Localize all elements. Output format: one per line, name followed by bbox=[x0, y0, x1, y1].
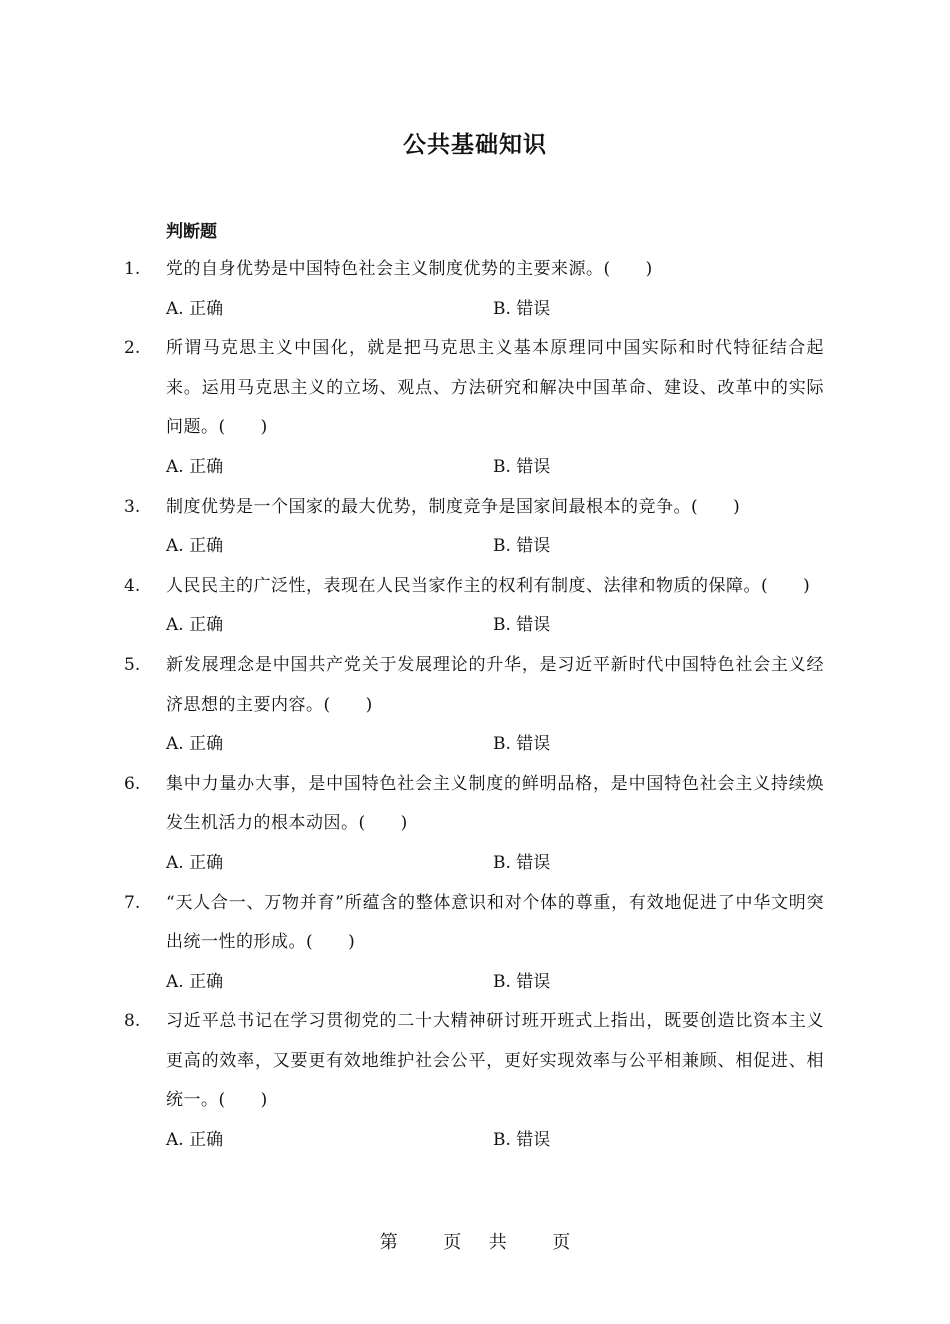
question-number: 3. bbox=[124, 496, 141, 517]
question-number: 6. bbox=[124, 773, 141, 794]
question-7 bbox=[0, 884, 950, 1003]
option-a: A. 正确 bbox=[166, 298, 224, 319]
option-a: A. 正确 bbox=[166, 734, 224, 755]
section-heading: 判断题 bbox=[166, 222, 217, 242]
option-a: A. 正确 bbox=[166, 456, 224, 477]
option-a: A. 正确 bbox=[166, 536, 224, 557]
question-text: 党的自身优势是中国特色社会主义制度优势的主要来源。( ) bbox=[166, 259, 653, 279]
question-5 bbox=[0, 646, 950, 765]
question-number: 8. bbox=[124, 1011, 141, 1032]
option-a: A. 正确 bbox=[166, 615, 224, 636]
question-text: 制度优势是一个国家的最大优势，制度竞争是国家间最根本的竞争。( ) bbox=[166, 496, 741, 517]
footer-pages: 页 bbox=[552, 1232, 571, 1253]
option-b: B. 错误 bbox=[493, 971, 551, 992]
question-text: 集中力量办大事，是中国特色社会主义制度的鲜明品格，是中国特色社会主义持续焕发生机活力的根本动因。( ) bbox=[166, 773, 824, 834]
question-options bbox=[0, 844, 950, 884]
question-text: 所谓马克思主义中国化，就是把马克思主义基本原理同中国实际和时代特征结合起来。运用马克思主义的立场、观点、方法研究和解决中国革命、建设、改革中的实际问题。( ) bbox=[166, 338, 824, 438]
question-text: 新发展理念是中国共产党关于发展理论的升华，是习近平新时代中国特色社会主义经济思想的主要内容。( ) bbox=[166, 654, 824, 715]
question-4 bbox=[0, 567, 950, 646]
question-6 bbox=[0, 765, 950, 884]
option-b: B. 错误 bbox=[493, 1130, 551, 1151]
question-number: 7. bbox=[124, 892, 141, 913]
question-options bbox=[0, 1121, 950, 1161]
option-b: B. 错误 bbox=[493, 615, 551, 636]
question-options bbox=[0, 725, 950, 765]
option-a: A. 正确 bbox=[166, 852, 224, 873]
footer-first: 第 bbox=[379, 1232, 398, 1253]
question-text: 人民民主的广泛性，表现在人民当家作主的权利有制度、法律和物质的保障。( ) bbox=[166, 575, 811, 596]
question-number: 4. bbox=[124, 575, 141, 596]
question-options bbox=[0, 963, 950, 1003]
question-1 bbox=[0, 250, 950, 329]
option-b: B. 错误 bbox=[493, 852, 551, 873]
question-number: 2. bbox=[124, 338, 141, 359]
question-text: “天人合一、万物并育”所蕴含的整体意识和对个体的尊重，有效地促进了中华文明突出统一性的形成。( ) bbox=[166, 892, 824, 953]
footer-page: 页 bbox=[443, 1232, 462, 1253]
document-title: 公共基础知识 bbox=[403, 132, 547, 158]
option-b: B. 错误 bbox=[493, 298, 551, 319]
question-2 bbox=[0, 329, 950, 487]
option-b: B. 错误 bbox=[493, 734, 551, 755]
question-number: 1. bbox=[124, 259, 141, 279]
question-options bbox=[0, 448, 950, 488]
option-a: A. 正确 bbox=[166, 1130, 224, 1151]
option-b: B. 错误 bbox=[493, 456, 551, 477]
question-text: 习近平总书记在学习贯彻党的二十大精神研讨班开班式上指出，既要创造比资本主义更高的效率，又要更有效地维护社会公平，更好实现效率与公平相兼顾、相促进、相统一。( ) bbox=[166, 1011, 824, 1111]
option-a: A. 正确 bbox=[166, 971, 224, 992]
page-footer bbox=[0, 1228, 950, 1258]
question-options bbox=[0, 606, 950, 646]
question-3 bbox=[0, 488, 950, 567]
question-8 bbox=[0, 1002, 950, 1160]
question-list bbox=[0, 250, 950, 1161]
question-options bbox=[0, 290, 950, 330]
footer-total: 共 bbox=[488, 1232, 507, 1253]
question-number: 5. bbox=[124, 654, 141, 675]
option-b: B. 错误 bbox=[493, 536, 551, 557]
question-options bbox=[0, 527, 950, 567]
